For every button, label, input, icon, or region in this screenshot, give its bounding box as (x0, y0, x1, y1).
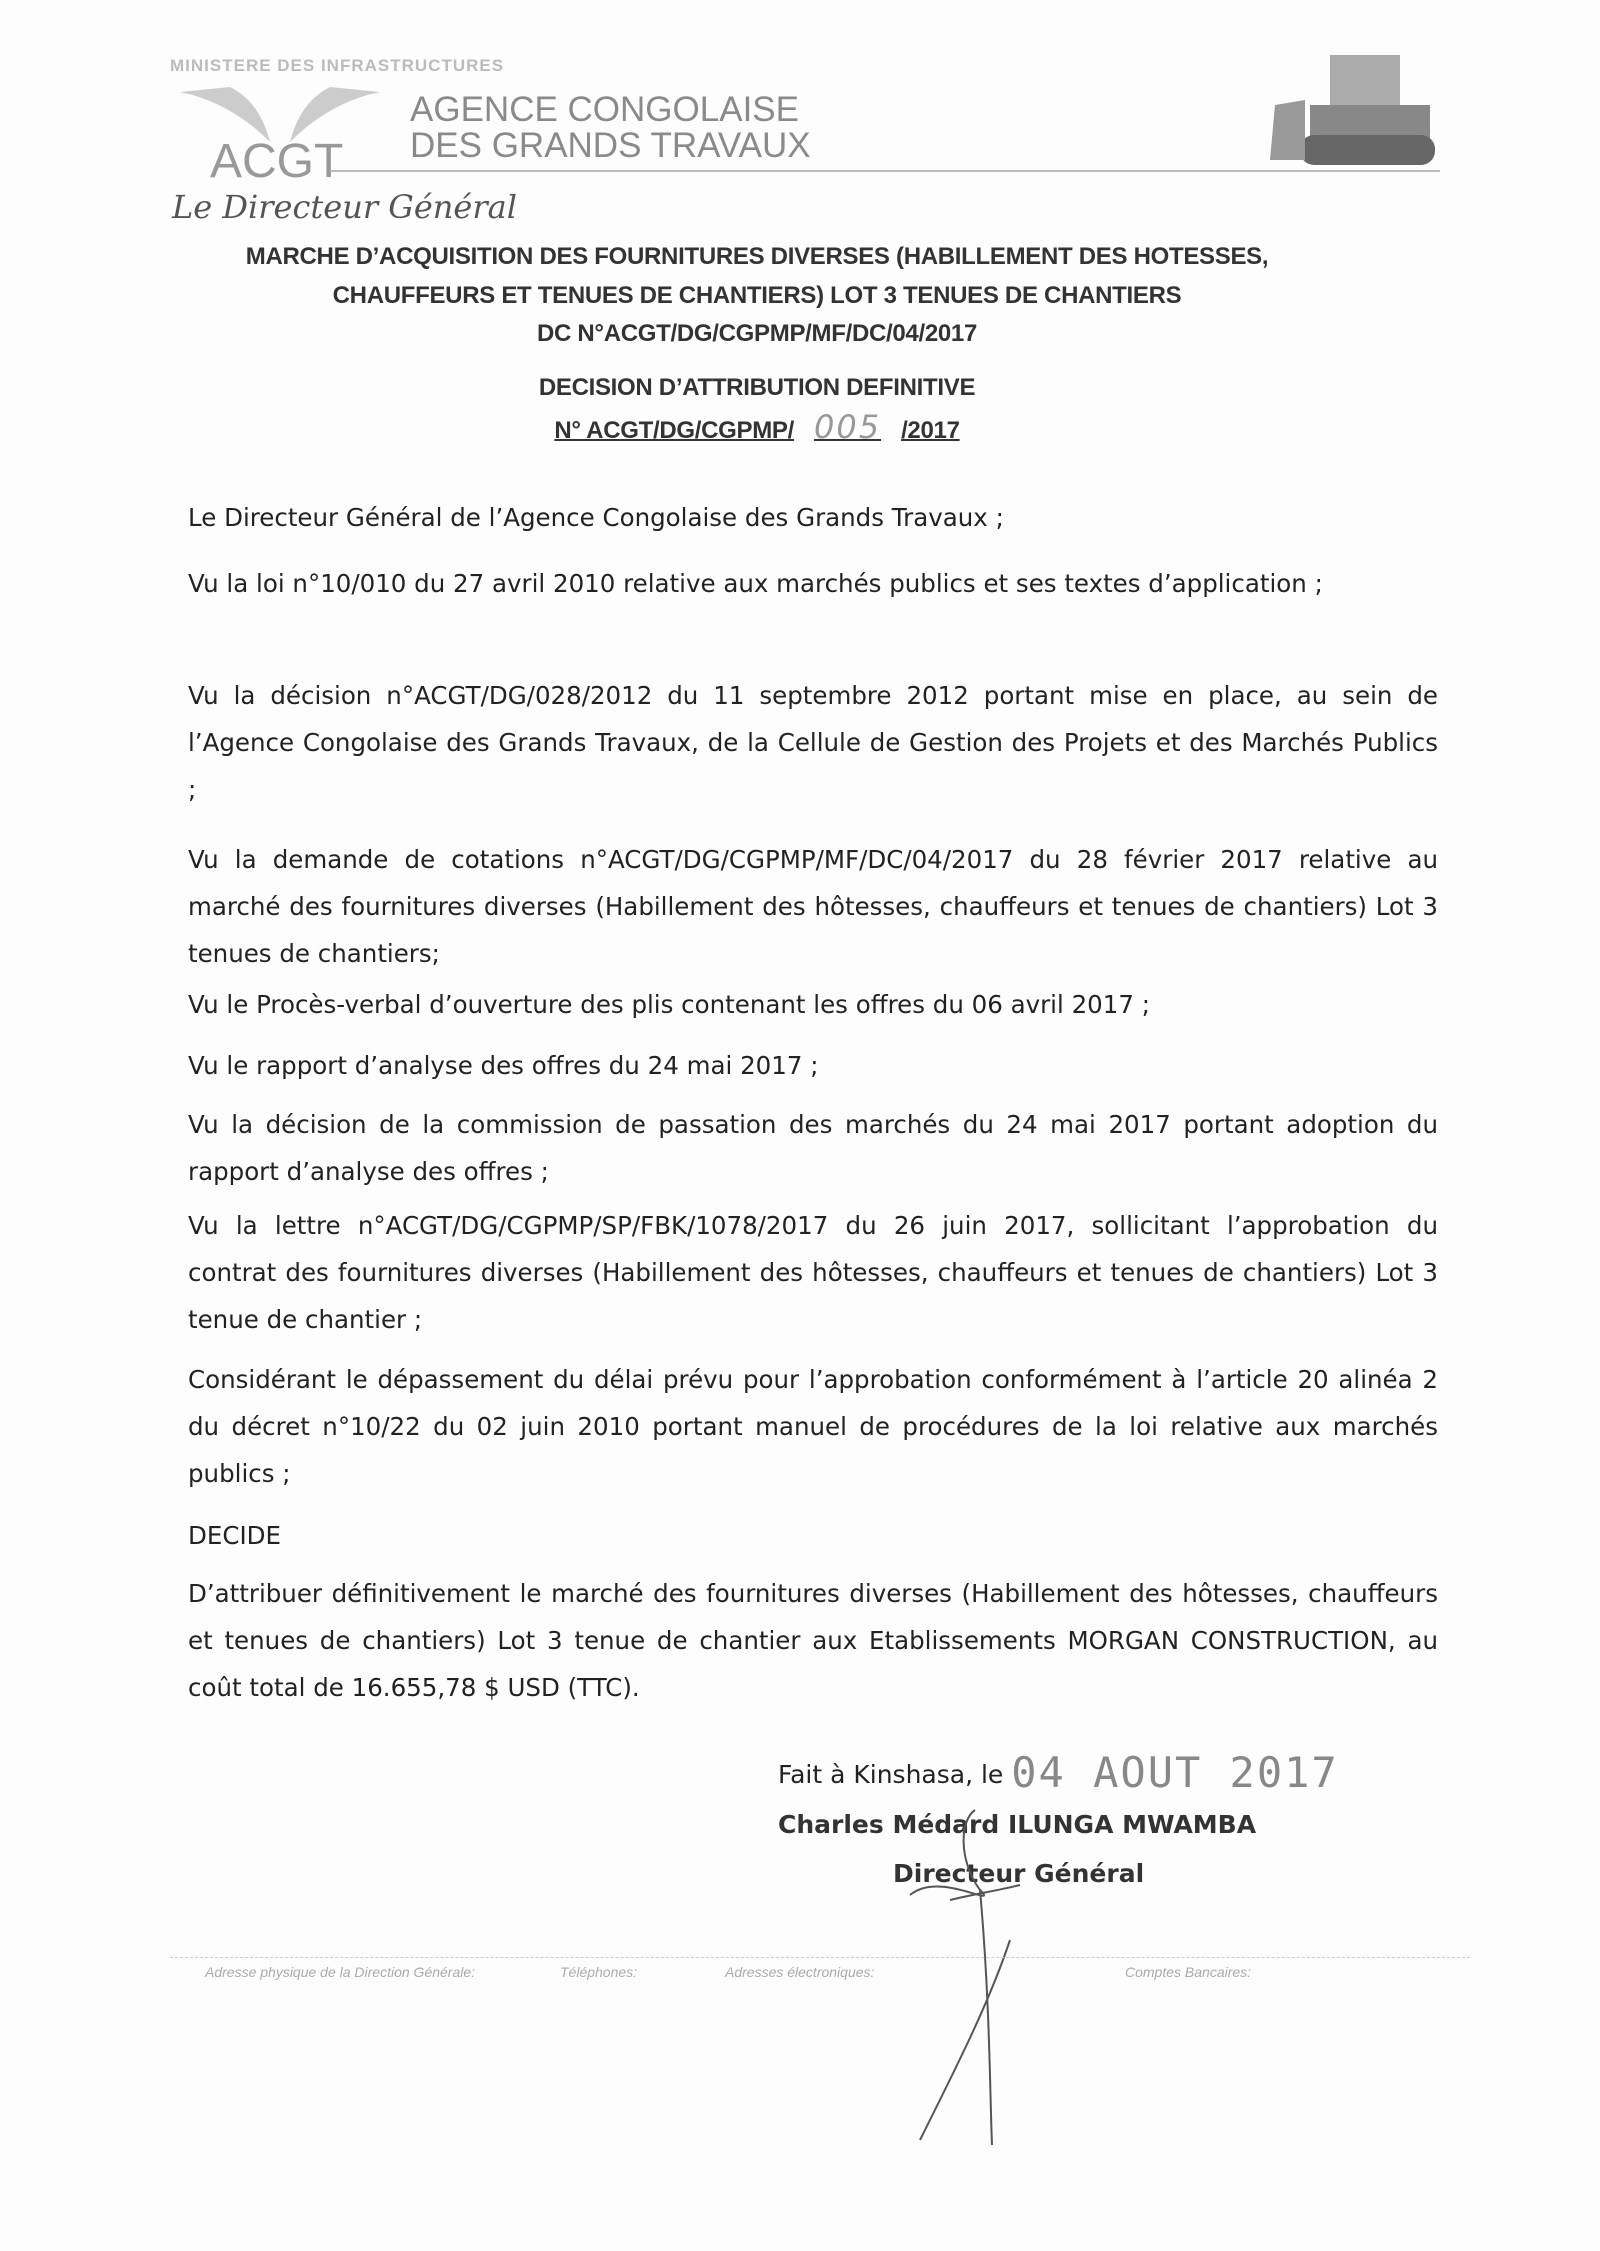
footer-divider (170, 1957, 1470, 1958)
logo-text: ACGT (210, 135, 344, 182)
date-stamp: 04 AOUT 2017 (1011, 1748, 1339, 1797)
title-line1: MARCHE D’ACQUISITION DES FOURNITURES DIVERSES (HABILLEMENT DES HOTESSES, (245, 243, 1269, 270)
paragraph-proces-verbal: Vu le Procès-verbal d’ouverture des plis contenant les offres du 06 avril 2017 ; (188, 990, 1150, 1019)
signature-place-date (778, 1748, 1339, 1797)
ministry-name: MINISTERE DES INFRASTRUCTURES (170, 56, 505, 75)
paragraph-lettre: Vu la lettre n°ACGT/DG/CGPMP/SP/FBK/1078/2017 du 26 juin 2017, sollicitant l’approbation du contrat des fournitures diverses (Habillement des hôtesses, chauffeurs et tenues de chantiers) Lot 3 tenue de chantier ; (188, 1211, 1438, 1334)
paragraph-demande-cotations: Vu la demande de cotations n°ACGT/DG/CGPMP/MF/DC/04/2017 du 28 février 2017 relative au marché des fournitures diverses (Habillement des hôtesses, chauffeurs et tenues de chantiers) Lot 3 tenues de chantiers; (188, 845, 1438, 968)
footer-phones-label: Téléphones: (560, 1964, 638, 1980)
place-label: Fait à Kinshasa, le (778, 1760, 1004, 1789)
number-suffix: /2017 (901, 417, 960, 444)
paragraph-attribution: D’attribuer définitivement le marché des fournitures diverses (Habillement des hôtesses, chauffeurs et tenues de chantiers) Lot 3 tenue de chantier aux Etablissements MORGAN CONSTRUCTION, au coût total de 16.655,78 $ USD (TTC). (188, 1579, 1438, 1702)
paragraph-commission: Vu la décision de la commission de passation des marchés du 24 mai 2017 portant adoption du rapport d’analyse des offres ; (188, 1110, 1438, 1186)
title-line3: DC N°ACGT/DG/CGPMP/MF/DC/04/2017 (536, 320, 978, 347)
acgt-logo (170, 82, 390, 182)
footer-bank-label: Comptes Bancaires: (1125, 1964, 1252, 1980)
number-handwritten: 005 (813, 408, 882, 446)
handwritten-signature (880, 1800, 1040, 2150)
preamble: Le Directeur Général de l’Agence Congolaise des Grands Travaux ; (188, 503, 1004, 532)
agency-line1: AGENCE CONGOLAISE (410, 90, 799, 129)
bulldozer-image (1270, 45, 1440, 170)
agency-line2: DES GRANDS TRAVAUX (410, 126, 811, 165)
footer-address-label: Adresse physique de la Direction Générale: (205, 1964, 476, 1980)
paragraph-considerant: Considérant le dépassement du délai prévu pour l’approbation conformément à l’article 20 alinéa 2 du décret n°10/22 du 02 juin 2010 portant manuel de procédures de la loi relative aux marchés publics ; (188, 1365, 1438, 1488)
director-signature-heading: Le Directeur Général (172, 188, 517, 226)
decision-title: DECISION D’ATTRIBUTION DEFINITIVE (538, 374, 976, 401)
header-divider (330, 170, 1440, 172)
decision-number (0, 408, 1514, 446)
paragraph-loi: Vu la loi n°10/010 du 27 avril 2010 relative aux marchés publics et ses textes d’application ; (188, 569, 1323, 598)
decide-heading: DECIDE (188, 1521, 282, 1550)
signatory-name: Charles Médard ILUNGA MWAMBA (778, 1810, 1257, 1839)
footer-emails-label: Adresses électroniques: (725, 1964, 875, 1980)
number-prefix: N° ACGT/DG/CGPMP/ (554, 417, 794, 444)
paragraph-rapport: Vu le rapport d’analyse des offres du 24 mai 2017 ; (188, 1051, 819, 1080)
agency-name (410, 92, 811, 164)
paragraph-decision-2012: Vu la décision n°ACGT/DG/028/2012 du 11 septembre 2012 portant mise en place, au sein de l’Agence Congolaise des Grands Travaux, de la Cellule de Gestion des Projets et des Marchés Publics ; (188, 681, 1438, 804)
title-line2: CHAUFFEURS ET TENUES DE CHANTIERS) LOT 3 TENUES DE CHANTIERS (332, 282, 1182, 309)
signatory-role: Directeur Général (893, 1859, 1145, 1888)
